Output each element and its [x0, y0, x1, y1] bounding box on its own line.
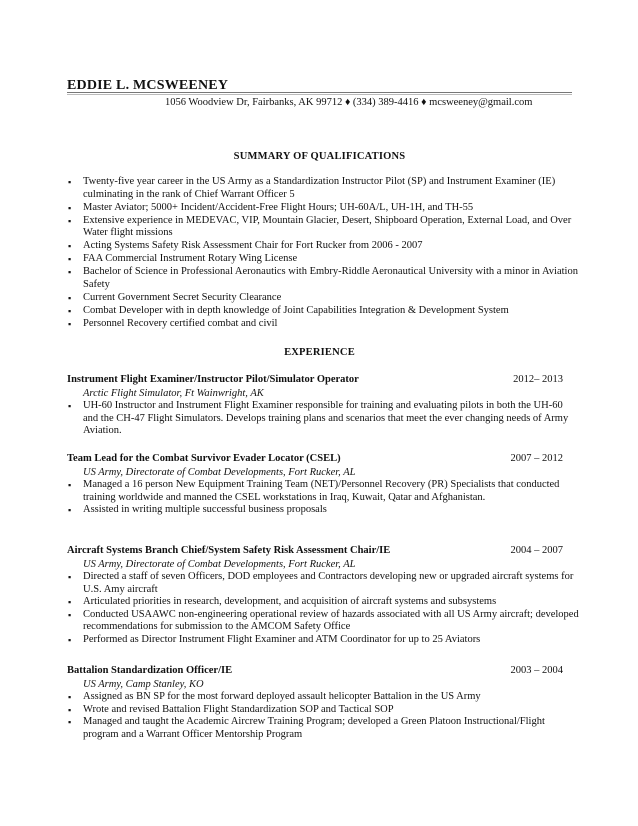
- bullet-icon: ▪: [68, 292, 72, 303]
- job-bullet: ▪ Performed as Director Instrument Flight Examiner and ATM Coordinator for up to 25 Aviators: [68, 633, 481, 645]
- job-bullet: ▪ Conducted USAAWC non-engineering operational review of hazards associated with all US Army aircraft; developed recommendations for submission to the AMCOM Safety Office: [68, 608, 579, 633]
- job-bullet: ▪ UH-60 Instructor and Instrument Flight Examiner responsible for training and evaluating pilots in both the UH-60 and the CH-47 Flight Simulators. Develops training plans and scenarios that meet the ever changing needs of Army Aviation.: [68, 400, 569, 437]
- bullet-icon: ▪: [68, 202, 72, 213]
- job-dates: 2003 – 2004: [510, 665, 563, 676]
- bullet-icon: ▪: [68, 480, 72, 490]
- job-dates: 2012– 2013: [513, 374, 563, 385]
- summary-item: ▪ Extensive experience in MEDEVAC, VIP, Mountain Glacier, Desert, Shipboard Operation, External Load, and Over Water flight missions: [68, 214, 572, 239]
- job-organization: US Army, Camp Stanley, KO: [83, 679, 204, 690]
- experience-heading: EXPERIENCE: [284, 347, 355, 358]
- bullet-icon: ▪: [68, 505, 72, 516]
- summary-heading: SUMMARY OF QUALIFICATIONS: [233, 151, 406, 162]
- summary-item: ▪ FAA Commercial Instrument Rotary Wing License: [68, 253, 298, 265]
- summary-list: [67, 176, 579, 331]
- job-entry: [67, 665, 579, 741]
- job-entry: [67, 545, 579, 647]
- job-bullet: ▪ Managed and taught the Academic Aircrew Training Program; developed a Green Platoon Instructional/Flight program and a Warrant Officer Mentorship Program: [68, 716, 545, 740]
- job-title: Instrument Flight Examiner/Instructor Pilot/Simulator Operator: [67, 374, 359, 385]
- bullet-icon: ▪: [68, 267, 72, 278]
- bullet-icon: ▪: [68, 717, 72, 728]
- summary-item: ▪ Acting Systems Safety Risk Assessment Chair for Fort Rucker from 2006 - 2007: [68, 240, 423, 252]
- bullet-icon: ▪: [68, 634, 72, 645]
- job-bullet: ▪ Wrote and revised Battalion Flight Standardization SOP and Tactical SOP: [68, 703, 394, 715]
- bullet-icon: ▪: [68, 318, 72, 329]
- job-organization: US Army, Directorate of Combat Developments, Fort Rucker, AL: [83, 559, 356, 570]
- job-title: Aircraft Systems Branch Chief/System Safety Risk Assessment Chair/IE: [67, 545, 391, 556]
- summary-item: ▪ Combat Developer with in depth knowledge of Joint Capabilities Integration & Development System: [68, 304, 509, 316]
- summary-item: ▪ Master Aviator; 5000+ Incident/Accident-Free Flight Hours; UH-60A/L, UH-1H, and TH-55: [68, 201, 474, 213]
- job-bullet: ▪ Directed a staff of seven Officers, DOD employees and Contractors developing new or upgraded aircraft systems for U.S. Amy aircraft: [68, 571, 574, 595]
- contact-line: 1056 Woodview Dr, Fairbanks, AK 99712 ♦ (334) 389-4416 ♦ mcsweeney@gmail.com: [165, 97, 533, 108]
- bullet-icon: ▪: [68, 704, 72, 715]
- job-title: Battalion Standardization Officer/IE: [67, 665, 233, 676]
- summary-item: ▪ Twenty-five year career in the US Army as a Standardization Instructor Pilot (SP) and Instrument Examiner (IE) culminating in the rank of Chief Warrant Officer 5: [68, 176, 556, 200]
- summary-item: ▪ Bachelor of Science in Professional Aeronautics with Embry-Riddle Aeronautical University with a minor in Aviation Safety: [68, 266, 578, 290]
- job-dates: 2004 – 2007: [510, 545, 563, 556]
- bullet-icon: ▪: [68, 215, 72, 226]
- job-bullet: ▪ Assisted in writing multiple successful business proposals: [68, 504, 327, 516]
- job-dates: 2007 – 2012: [510, 453, 563, 464]
- bullet-icon: ▪: [68, 241, 72, 252]
- header-rule: [67, 92, 572, 95]
- job-bullet: ▪ Articulated priorities in research, development, and acquisition of aircraft systems and subsystems: [68, 596, 497, 608]
- bullet-icon: ▪: [68, 177, 72, 187]
- bullet-icon: ▪: [68, 609, 72, 620]
- job-bullet: ▪ Managed a 16 person New Equipment Training Team (NET)/Personnel Recovery (PR) Specialists that conducted training worldwide and manned the CSEL workstations in Iraq, Kuwait, Qatar and Afghanistan.: [68, 479, 560, 503]
- summary-item: ▪ Personnel Recovery certified combat and civil: [68, 317, 278, 329]
- candidate-name: EDDIE L. MCSWEENEY: [67, 78, 229, 93]
- bullet-icon: ▪: [68, 305, 72, 316]
- job-title: Team Lead for the Combat Survivor Evader Locator (CSEL): [67, 453, 341, 464]
- job-organization: US Army, Directorate of Combat Developments, Fort Rucker, AL: [83, 467, 356, 478]
- bullet-icon: ▪: [68, 597, 72, 608]
- summary-item: ▪ Current Government Secret Security Clearance: [68, 291, 282, 303]
- bullet-icon: ▪: [68, 572, 72, 582]
- job-entry: [67, 453, 579, 517]
- bullet-icon: ▪: [68, 254, 72, 265]
- job-bullet: ▪ Assigned as BN SP for the most forward deployed assault helicopter Battalion in the US Army: [68, 691, 481, 702]
- bullet-icon: ▪: [68, 401, 72, 411]
- bullet-icon: ▪: [68, 692, 72, 702]
- job-entry: [67, 374, 579, 438]
- job-organization: Arctic Flight Simulator, Ft Wainwright, AK: [83, 388, 264, 399]
